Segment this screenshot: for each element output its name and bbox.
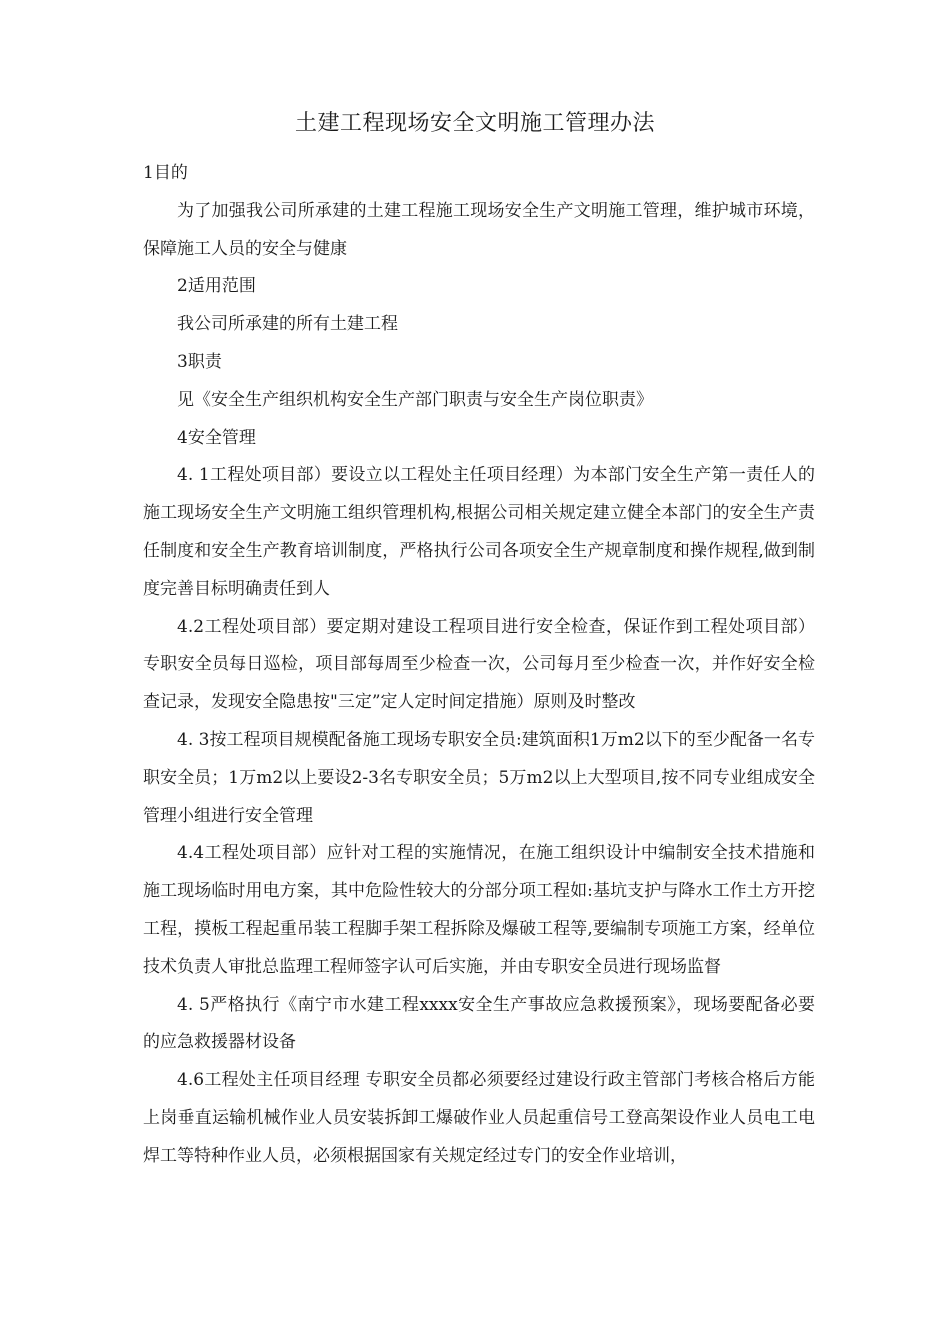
paragraph-4-6: 4.6工程处主任项目经理 专职安全员都必须要经过建设行政主管部门考核合格后方能上岗垂直运输机械作业人员安装拆卸工爆破作业人员起重信号工登高架设作业人员电工电焊工等特种作业人员，必须根据国家有关规定经过专门的安全作业培训， [143,1070,815,1166]
paragraph-4-1: 4. 1工程处项目部）要设立以工程处主任项目经理）为本部门安全生产第一责任人的施工现场安全生产文明施工组织管理机构,根据公司相关规定建立健全本部门的安全生产责任制度和安全生产教育培训制度，严格执行公司各项安全生产规章制度和操作规程,做到制度完善目标明确责任到人 [143,465,815,599]
paragraph-4-4: 4.4工程处项目部）应针对工程的实施情况，在施工组织设计中编制安全技术措施和施工现场临时用电方案，其中危险性较大的分部分项工程如:基坑支护与降水工作土方开挖工程，摸板工程起重吊装工程脚手架工程拆除及爆破工程等,要编制专项施工方案，经单位技术负责人审批总监理工程师签字认可后实施，并由专职安全员进行现场监督 [143,843,815,977]
paragraph-duties: 见《安全生产组织机构安全生产部门职责与安全生产岗位职责》 [177,389,653,410]
section-heading-scope: 2适用范围 [177,276,256,297]
paragraph-4-5: 4. 5严格执行《南宁市水建工程xxxx安全生产事故应急救援预案》，现场要配备必要的应急救援器材设备 [143,994,815,1053]
section-heading-duties: 3职责 [177,351,222,372]
paragraph-purpose: 为了加强我公司所承建的土建工程施工现场安全生产文明施工管理，维护城市环境，保障施工人员的安全与健康 [143,200,815,259]
paragraph-4-2: 4.2工程处项目部）要定期对建设工程项目进行安全检查，保证作到工程处项目部）专职安全员每日巡检，项目部每周至少检查一次，公司每月至少检查一次，并作好安全检查记录，发现安全隐患按"三定”定人定时间定措施）原则及时整改 [143,616,815,713]
section-heading-purpose: 1目的 [143,163,188,183]
section-heading-safety: 4安全管理 [177,427,256,448]
paragraph-scope: 我公司所承建的所有土建工程 [177,314,398,335]
paragraph-4-3: 4. 3按工程项目规模配备施工现场专职安全员:建筑面积1万m2以下的至少配备一名专职安全员；1万m2以上要设2-3名专职安全员；5万m2以上大型项目,按不同专业组成安全管理小组进行安全管理 [143,729,815,826]
document-title: 土建工程现场安全文明施工管理办法 [294,111,655,136]
document-body [143,155,815,1176]
